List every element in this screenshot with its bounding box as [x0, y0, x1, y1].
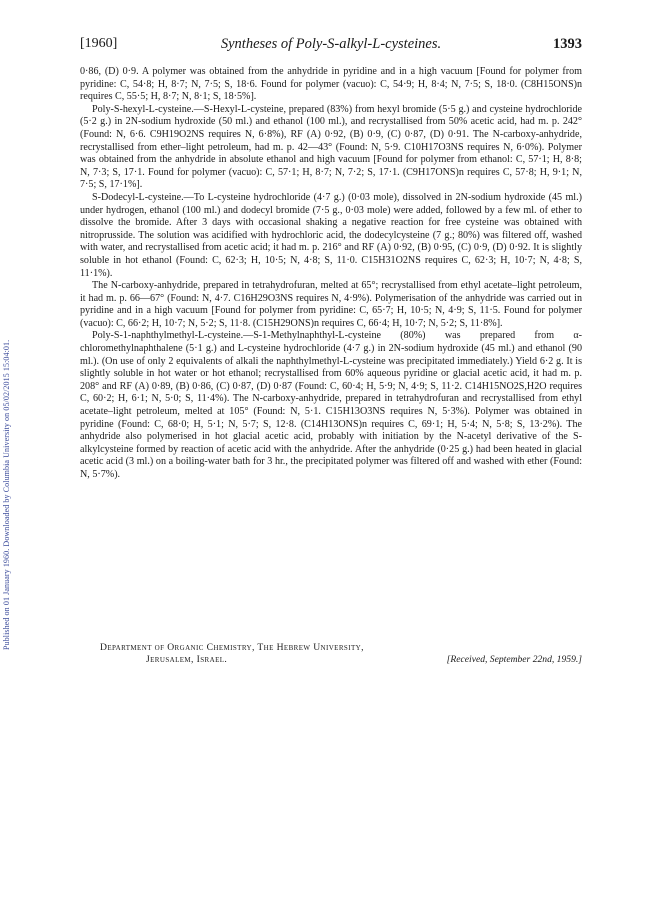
- download-stamp: Published on 01 January 1960. Downloaded by Columbia University on 05/02/2015 15:04:01.: [2, 339, 11, 650]
- department-line: Department of Organic Chemistry, The Hebrew University,: [100, 642, 364, 653]
- header-title: Syntheses of Poly-S-alkyl-L-cysteines.: [220, 36, 442, 52]
- paragraph-dodecyl-anhydride: The N-carboxy-anhydride, prepared in tetrahydrofuran, melted at 65°; recrystallised from ethyl acetate–light petroleum, it had m. p. 66—67° (Found: N, 4·7. C16H29O3NS requires N, 4·9%). Polymerisation of the anhydride was carried out in pyridine and in a high vacuum [Found for polymer from pyridine: C, 65·7; H, 10·5; N, 4·9; S, 11·5. Found for polymer (vacuo): C, 66·2; H, 10·7; N, 5·2; S, 11·8. (C15H29ONS)n requires C, 66·4; H, 10·7; N, 5·2; S, 11·8%].: [80, 280, 582, 329]
- received-date: [Received, September 22nd, 1959.]: [446, 654, 582, 665]
- paragraph-naphthylmethyl-cysteine: Poly-S-1-naphthylmethyl-L-cysteine.—S-1-Methylnaphthyl-L-cysteine (80%) was prepared from α-chloromethylnaphthalene (5·1 g.) and L-cysteine hydrochloride (4·7 g.) in 2N-sodium hydroxide (45 ml.) and ethanol (90 ml.). (On use of only 2 equivalents of alkali the naphthylmethyl-L-cysteine was precipitated immediately.) Yield 6·2 g. It is slightly soluble in hot water or hot ethanol; recrystallised from 60% aqueous pyridine or glacial acetic acid, it had m. p. 208° and RF (A) 0·89, (B) 0·86, (C) 0·87, (D) 0·87 (Found: C, 60·4; H, 5·9; N, 4·9; S, 11·2. C14H15NO2S,H2O requires C, 60·2; H, 6·1; N, 5·0; S, 11·4%). The N-carboxy-anhydride, prepared in tetrahydrofuran and recrystallised from ethyl acetate–light petroleum, melted at 105° (Found: N, 5·1. C15H13O3NS requires N, 5·3%). Polymer was obtained in pyridine (Found: C, 68·0; H, 5·1; N, 5·7; S, 12·8. (C14H13ONS)n requires C, 69·1; H, 5·4; N, 5·8; S, 13·2%). The anhydride also polymerised in hot glacial acetic acid, probably with initiation by the N-acetyl derivative of the S-alkylcysteine formed by reaction of acetic acid with the anhydride. After the anhydride (0·25 g.) had been heated in glacial acetic acid (3 ml.) on a boiling-water bath for 3 hr., the precipitated polymer was filtered off and washed with ether (Found: N, 5·7%).: [80, 330, 582, 480]
- header-page-number: 1393: [553, 36, 582, 52]
- header-year: [1960]: [80, 36, 118, 51]
- affiliation-footer: [80, 642, 582, 666]
- page-header: [80, 36, 582, 56]
- article-body: [80, 66, 582, 482]
- paragraph-hexyl-cysteine: Poly-S-hexyl-L-cysteine.—S-Hexyl-L-cysteine, prepared (83%) from hexyl bromide (5·5 g.) and cysteine hydrochloride (5·2 g.) in 2N-sodium hydroxide (50 ml.) and ethanol (100 ml.), and recrystallised from 50% acetic acid, had m. p. 242° (Found: N, 6·6. C9H19O2NS requires N, 6·8%), RF (A) 0·92, (B) 0·9, (C) 0·87, (D) 0·91. The N-carboxy-anhydride, recrystallised from ether–light petroleum, had m. p. 42—43° (Found: N, 5·9. C10H17O3NS requires N, 6·0%). Polymer was obtained from the anhydride in absolute ethanol and high vacuum [Found for polymer from ethanol: C, 57·1; H, 8·8; N, 7·3; S, 17·1. Found for polymer (vacuo): C, 57·1; H, 8·7; N, 7·2; S, 17·1. (C9H17ONS)n requires C, 57·8; H, 9·1; N, 7·5; S, 17·1%].: [80, 103, 582, 191]
- paragraph-dodecyl-cysteine: S-Dodecyl-L-cysteine.—To L-cysteine hydrochloride (4·7 g.) (0·03 mole), dissolved in 2N-sodium hydroxide (45 ml.) under hydrogen, ethanol (100 ml.) and dodecyl bromide (7·5 g., 0·03 mole) were added, followed by a few ml. of ether to dissolve the bromide. After 3 days with occasional shaking a negative reaction for free cysteine was obtained with nitroprusside. The solution was acidified with hydrochloric acid, the dodecylcysteine (7 g.; 80%) was filtered off, washed with water, and recrystallised from acetic acid; it had m. p. 216° and RF (A) 0·92, (B) 0·95, (C) 0·9, (D) 0·92. It is slightly soluble in hot ethanol (Found: C, 62·3; H, 10·5; N, 4·8; S, 11·0. C15H31O2NS requires C, 62·3; H, 10·7; N, 4·8; S, 11·1%).: [80, 191, 582, 279]
- paragraph-continuation: 0·86, (D) 0·9. A polymer was obtained from the anhydride in pyridine and in a high vacuum [Found for polymer from pyridine: C, 54·8; H, 8·7; N, 7·5; S, 18·6. Found for polymer (vacuo): C, 54·9; H, 8·4; N, 7·5; S, 18·0. (C8H15ONS)n requires C, 55·5; H, 8·7; N, 8·1; S, 18·5%].: [80, 66, 582, 103]
- place-received-line: [80, 654, 582, 666]
- place-name: Jerusalem, Israel.: [146, 654, 228, 665]
